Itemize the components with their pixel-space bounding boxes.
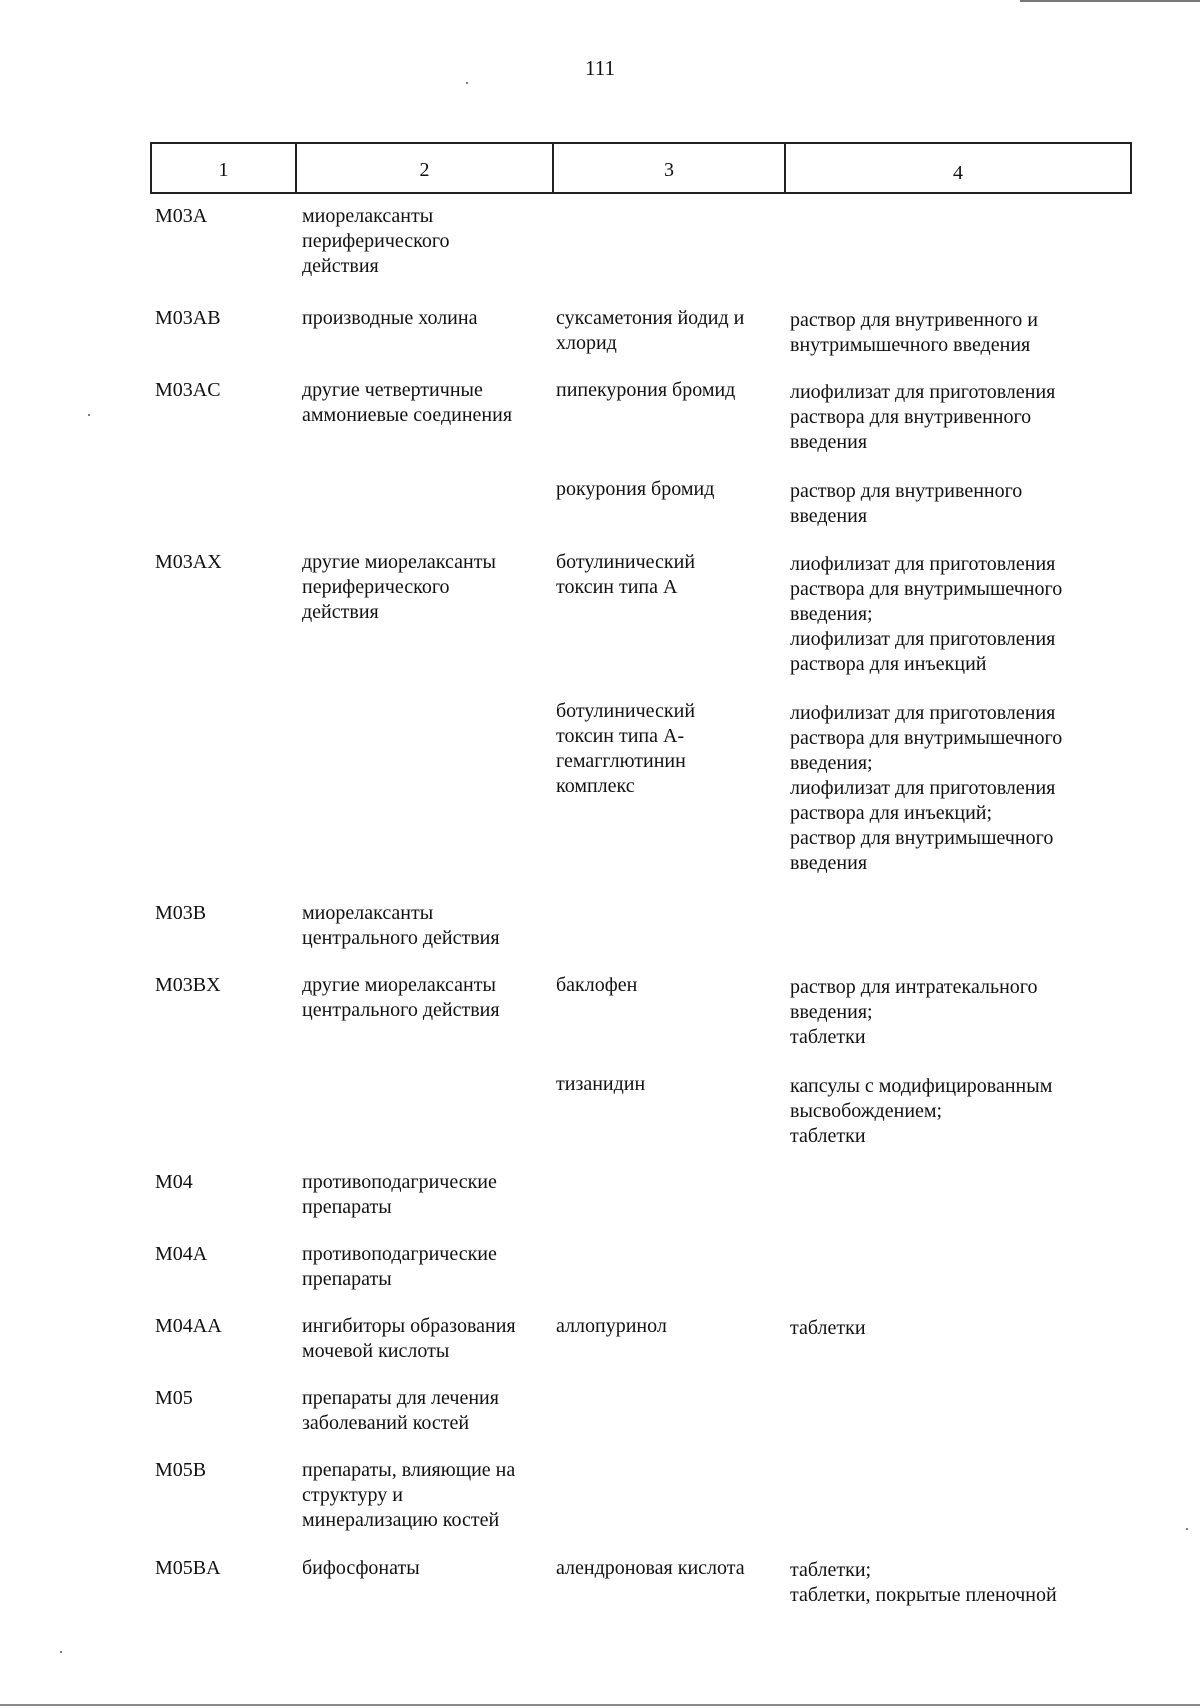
pharmacological-group: противоподагрические препараты: [302, 1243, 497, 1290]
pharmacological-group: другие миорелаксанты центрального действия: [302, 974, 500, 1021]
dosage-form: лиофилизат для приготовления раствора для внутривенного введения: [790, 381, 1056, 453]
atc-code: M04: [155, 1171, 193, 1193]
pharmacological-group: другие миорелаксанты периферического действия: [302, 551, 496, 623]
atc-code: M03B: [155, 902, 207, 924]
atc-code: M05: [155, 1387, 193, 1409]
atc-code: M03AX: [155, 551, 222, 573]
atc-code: M03AC: [155, 379, 221, 401]
scan-speck: [60, 1651, 62, 1653]
dosage-form: капсулы с модифицированным высвобождением; таблетки: [790, 1075, 1053, 1147]
page-number: 111: [585, 56, 615, 80]
dosage-form: таблетки; таблетки, покрытые пленочной: [790, 1559, 1057, 1606]
atc-code: M03AB: [155, 307, 221, 329]
atc-code: M05BA: [155, 1557, 221, 1579]
table-header: [150, 142, 1132, 194]
atc-code: M03A: [155, 205, 208, 227]
scan-edge-top: [1020, 0, 1200, 2]
dosage-form: лиофилизат для приготовления раствора для внутримышечного введения; лиофилизат для приготовления раствора для инъекций; раствор для внутримышечного введения: [790, 702, 1063, 874]
scan-speck: [466, 82, 468, 84]
atc-code: M03BX: [155, 974, 221, 996]
pharmacological-group: бифосфонаты: [302, 1557, 420, 1579]
atc-code: M05B: [155, 1459, 207, 1481]
scan-speck: [1186, 1528, 1188, 1530]
drug-name: аллопуринол: [556, 1315, 667, 1337]
atc-code: M04AA: [155, 1315, 222, 1337]
pharmacological-group: препараты для лечения заболеваний костей: [302, 1387, 499, 1434]
scan-edge-bottom: [0, 1704, 1200, 1706]
drug-name: ботулинический токсин типа А- гемагглютинин комплекс: [556, 700, 696, 797]
dosage-form: раствор для внутривенного введения: [790, 480, 1023, 527]
pharmacological-group: ингибиторы образования мочевой кислоты: [302, 1315, 516, 1362]
pharmacological-group: миорелаксанты периферического действия: [302, 205, 450, 277]
drug-name: тизанидин: [556, 1073, 646, 1095]
drug-name: пипекурония бромид: [556, 379, 736, 401]
drug-name: ботулинический токсин типа А: [556, 551, 696, 598]
pharmacological-group: миорелаксанты центрального действия: [302, 902, 500, 949]
header-col-3: 3: [554, 144, 786, 192]
drug-name: рокурония бромид: [556, 478, 715, 500]
dosage-form: раствор для внутривенного и внутримышечного введения: [790, 309, 1039, 356]
dosage-form: раствор для интратекального введения; таблетки: [790, 976, 1038, 1048]
header-col-4: 4: [953, 162, 963, 184]
drug-name: суксаметония йодид и хлорид: [556, 307, 745, 354]
pharmacological-group: другие четвертичные аммониевые соединения: [302, 379, 513, 426]
header-col-1: 1: [152, 144, 297, 192]
pharmacological-group: производные холина: [302, 307, 478, 329]
pharmacological-group: противоподагрические препараты: [302, 1171, 497, 1218]
scan-speck: [88, 414, 90, 416]
drug-name: алендроновая кислота: [556, 1557, 745, 1579]
atc-code: M04A: [155, 1243, 208, 1265]
dosage-form: таблетки: [790, 1317, 866, 1339]
dosage-form: лиофилизат для приготовления раствора для внутримышечного введения; лиофилизат для приготовления раствора для инъекций: [790, 553, 1063, 675]
drug-name: баклофен: [556, 974, 638, 996]
header-col-2: 2: [297, 144, 554, 192]
pharmacological-group: препараты, влияющие на структуру и минерализацию костей: [302, 1459, 516, 1531]
